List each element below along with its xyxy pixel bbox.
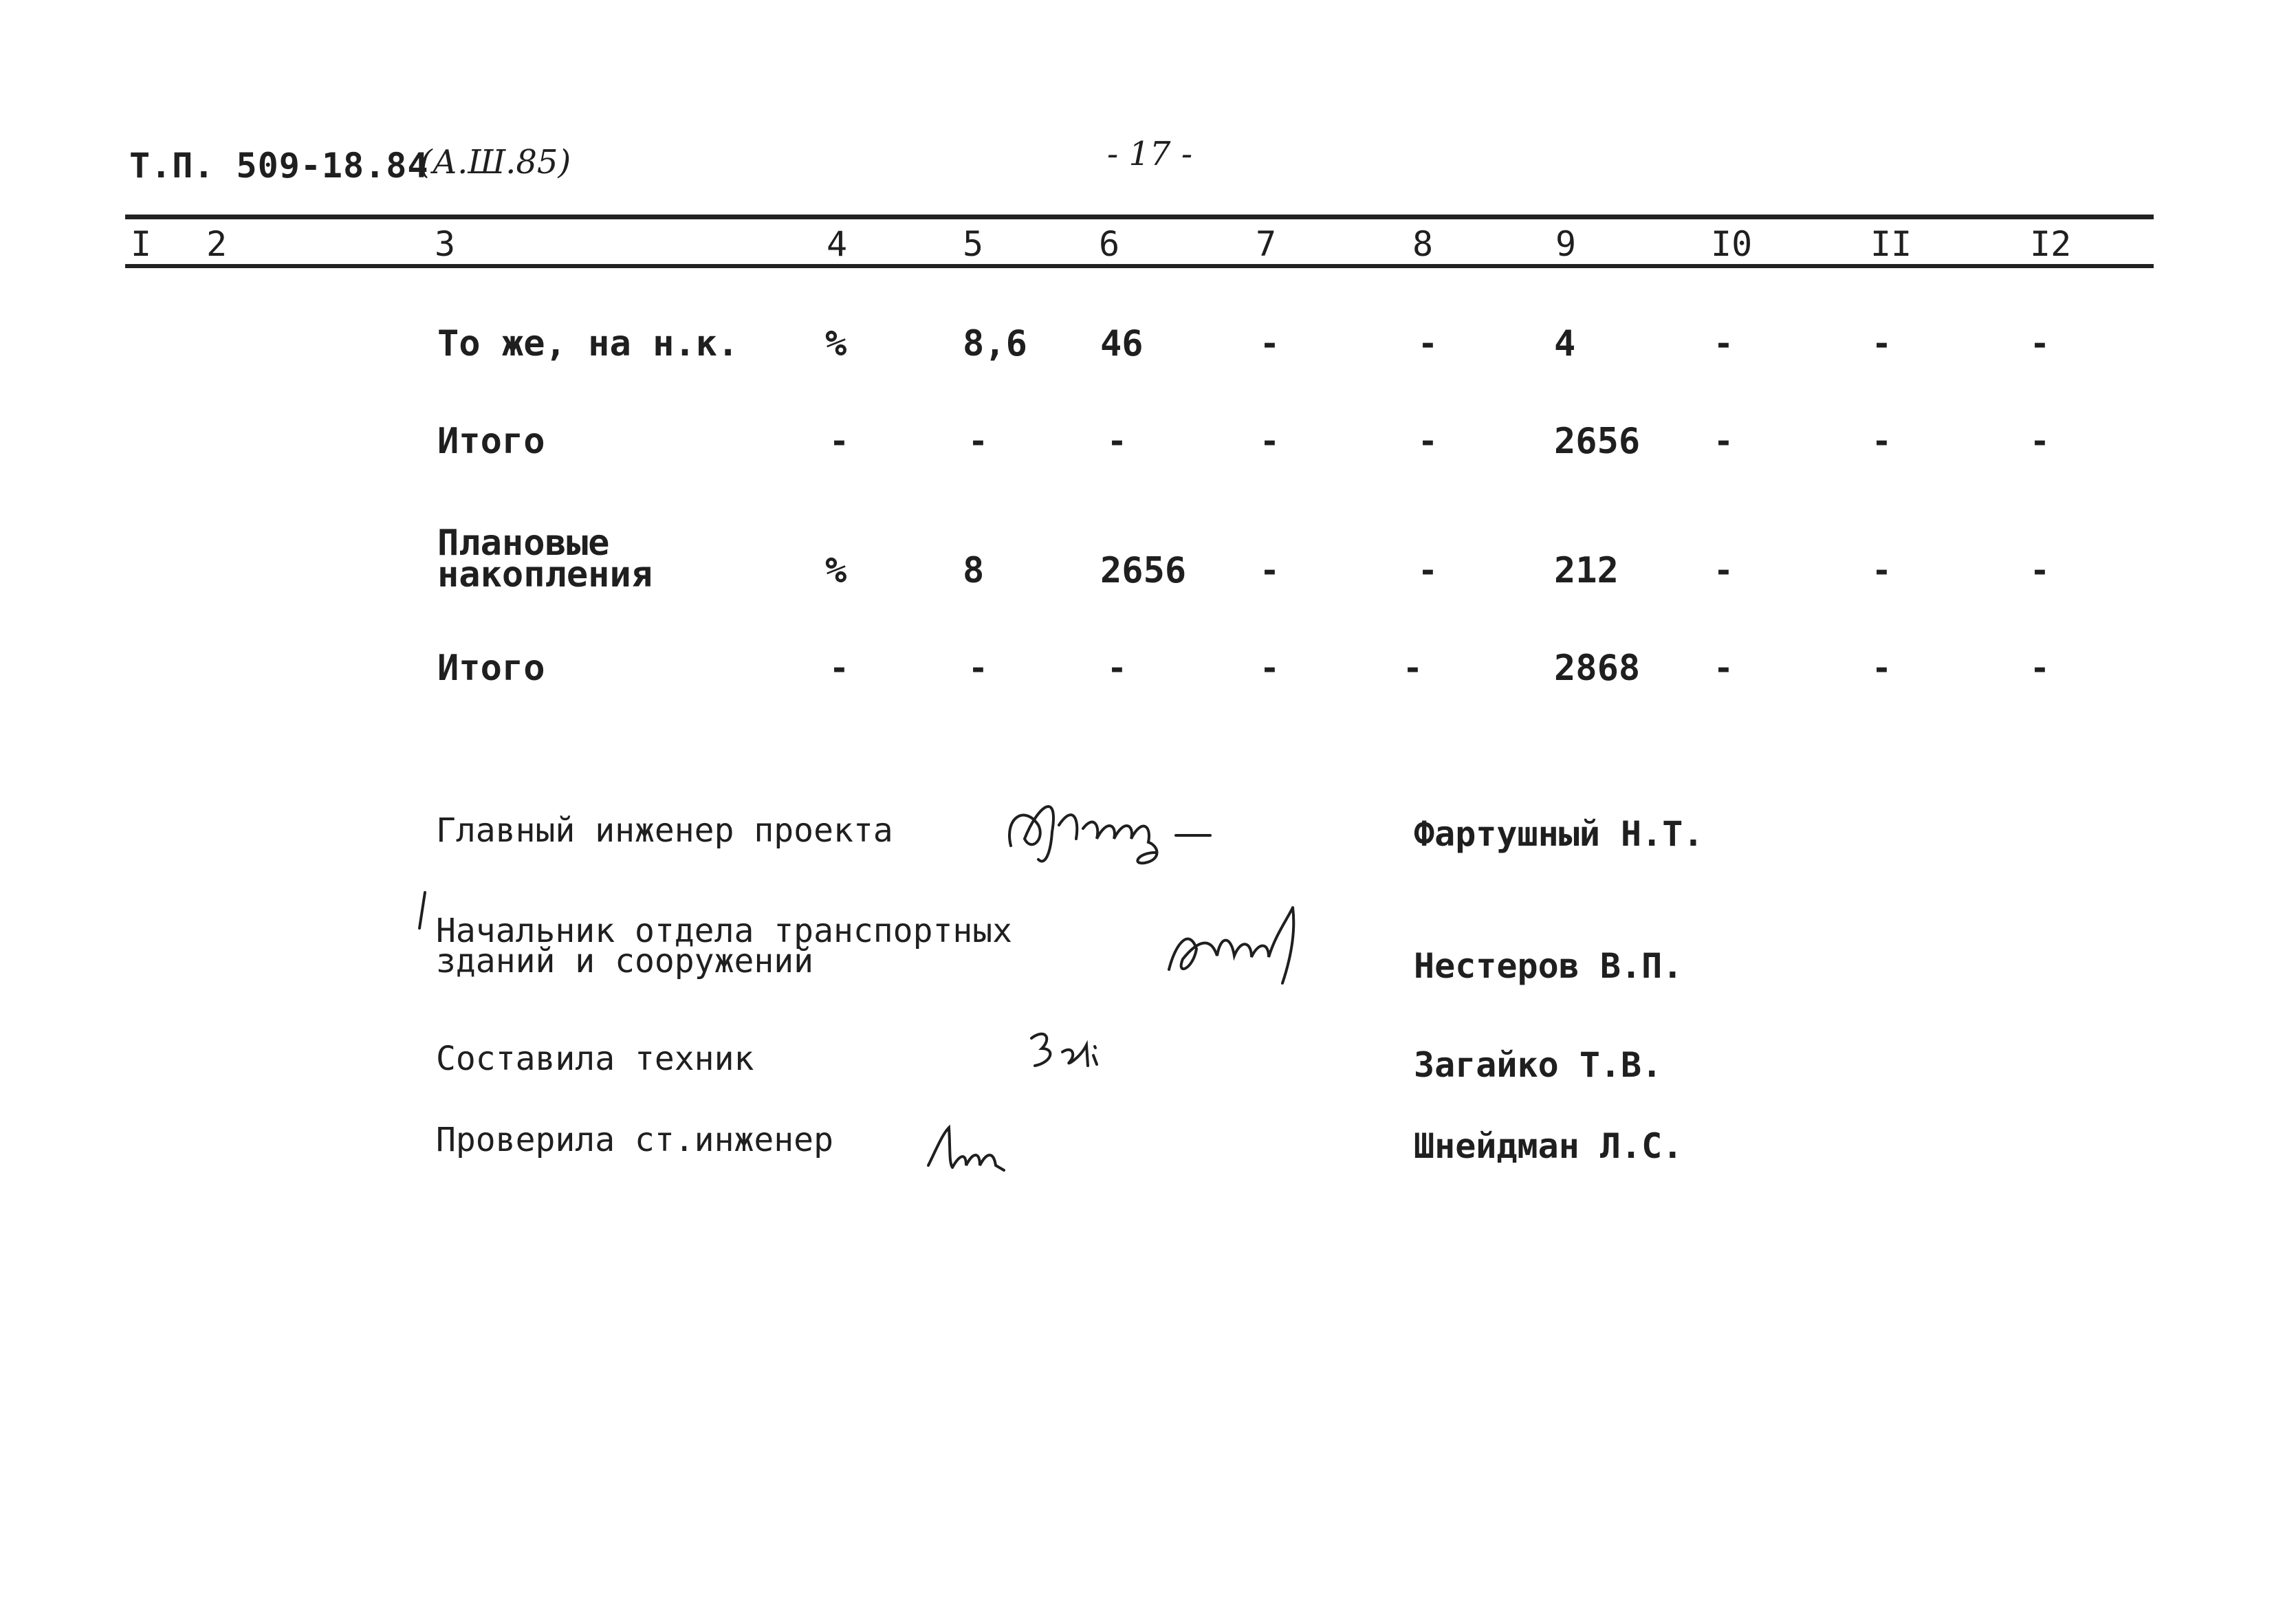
signer-name: Загайко Т.В.: [1414, 1045, 1663, 1085]
cell-col-7: -: [1260, 649, 1280, 688]
row-label-line-2: накопления: [437, 554, 653, 595]
cell-col-8: -: [1418, 422, 1438, 461]
signer-name: Нестеров В.П.: [1414, 946, 1683, 986]
cell-col-5: -: [968, 649, 988, 688]
cell-col-4: %: [825, 323, 847, 364]
column-number-1: I: [131, 224, 152, 264]
cell-col-6: 2656: [1100, 550, 1187, 591]
cell-col-9: 2656: [1554, 421, 1641, 462]
cell-col-10: -: [1714, 422, 1734, 461]
column-number-5: 5: [963, 224, 984, 264]
cell-col-8: -: [1403, 649, 1423, 688]
column-number-10: I0: [1711, 224, 1753, 264]
margin-mark-icon: [415, 890, 429, 931]
cell-col-6: 46: [1100, 323, 1144, 364]
cell-col-6: -: [1107, 649, 1127, 688]
signer-position-line-1: Начальник отдела транспортных: [436, 912, 1013, 950]
column-number-12: I2: [2030, 224, 2072, 264]
column-number-6: 6: [1099, 224, 1120, 264]
cell-col-10: -: [1714, 551, 1734, 590]
handwritten-signature: [997, 777, 1245, 880]
handwritten-signature: [1155, 894, 1307, 990]
row-label: То же, на н.к.: [437, 323, 739, 364]
cell-col-11: -: [1872, 649, 1892, 688]
row-label: Итого: [437, 421, 545, 462]
document-note: (А.Ш.85): [419, 143, 571, 182]
column-number-7: 7: [1256, 224, 1277, 264]
column-number-11: II: [1870, 224, 1912, 264]
cell-col-10: -: [1714, 649, 1734, 688]
cell-col-7: -: [1260, 551, 1280, 590]
cell-col-11: -: [1872, 325, 1892, 363]
cell-col-11: -: [1872, 551, 1892, 590]
signer-position: Составила техник: [436, 1040, 754, 1078]
row-label-line-1: Плановые: [437, 523, 610, 564]
document-code: Т.П. 509-18.84: [129, 146, 429, 186]
column-number-9: 9: [1555, 224, 1577, 264]
page-number: - 17 -: [1107, 135, 1193, 173]
cell-col-7: -: [1260, 325, 1280, 363]
table-header-rule: [125, 264, 2154, 268]
cell-col-5: -: [968, 422, 988, 461]
cell-col-4: -: [829, 422, 849, 461]
cell-col-12: -: [2030, 649, 2050, 688]
cell-col-9: 212: [1554, 550, 1619, 591]
signer-name: Шнейдман Л.С.: [1414, 1126, 1683, 1166]
cell-col-5: 8: [963, 550, 985, 591]
handwritten-signature: [921, 1121, 1018, 1176]
cell-col-10: -: [1714, 325, 1734, 363]
handwritten-signature: [1025, 1024, 1114, 1079]
cell-col-4: -: [829, 649, 849, 688]
table-top-rule: [125, 215, 2154, 219]
cell-col-12: -: [2030, 422, 2050, 461]
column-number-4: 4: [827, 224, 848, 264]
cell-col-12: -: [2030, 551, 2050, 590]
cell-col-9: 4: [1554, 323, 1576, 364]
cell-col-9: 2868: [1554, 648, 1641, 689]
signer-name: Фартушный Н.Т.: [1414, 814, 1704, 854]
cell-col-8: -: [1418, 325, 1438, 363]
cell-col-11: -: [1872, 422, 1892, 461]
column-number-2: 2: [206, 224, 228, 264]
row-label: Итого: [437, 648, 545, 689]
cell-col-7: -: [1260, 422, 1280, 461]
cell-col-5: 8,6: [963, 323, 1027, 364]
cell-col-6: -: [1107, 422, 1127, 461]
cell-col-4: %: [825, 550, 847, 591]
column-number-3: 3: [435, 224, 456, 264]
signer-position: Главный инженер проекта: [436, 811, 893, 850]
column-number-8: 8: [1412, 224, 1434, 264]
cell-col-8: -: [1418, 551, 1438, 590]
signer-position: Проверила ст.инженер: [436, 1121, 833, 1159]
cell-col-12: -: [2030, 325, 2050, 363]
signer-position-line-2: зданий и сооружений: [436, 942, 814, 980]
